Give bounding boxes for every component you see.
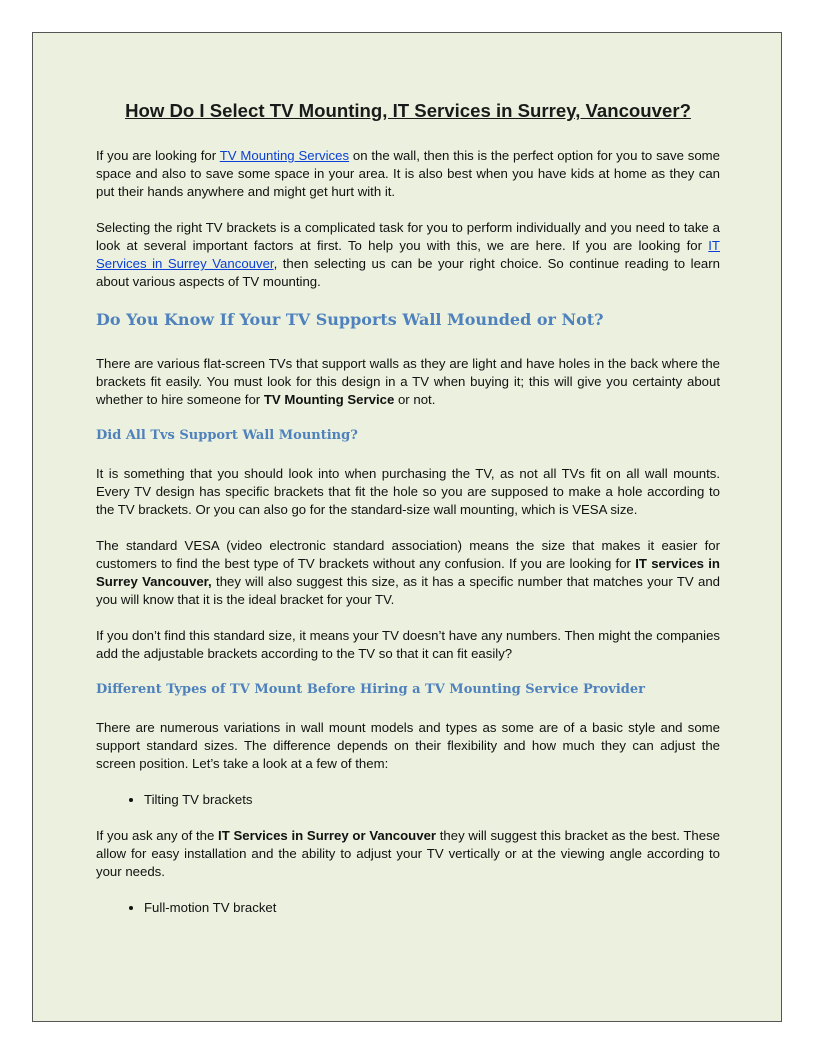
bold-text: IT services in Surrey Vancouver, [96, 556, 720, 589]
bold-text: IT Services in Surrey or Vancouver [218, 828, 437, 843]
it-services-link[interactable]: IT Services in Surrey Vancouver [96, 238, 720, 271]
subheading-all-tvs: Did All Tvs Support Wall Mounting? [96, 428, 358, 443]
bold-text: TV Mounting Service [263, 392, 395, 407]
paragraph-intro [96, 147, 720, 201]
section-heading-wall-mount: Do You Know If Your TV Supports Wall Mounded or Not? [96, 310, 604, 329]
text: Selecting the right TV brackets is a complicated task for you to perform individually and you need to take a look at several important factors at first. To help you with this, we are here. If you are looking for [96, 220, 720, 253]
subheading-mount-types: Different Types of TV Mount Before Hiring a TV Mounting Service Provider [96, 682, 645, 697]
paragraph-standard-size: If you don’t find this standard size, it means your TV doesn’t have any numbers. Then might the companies add the adjustable brackets according to the TV so that it can fit easily? [96, 628, 720, 661]
tv-mounting-services-link[interactable]: TV Mounting Services [219, 148, 350, 163]
text: If you are looking for [96, 148, 220, 163]
paragraph-purchasing: It is something that you should look into when purchasing the TV, as not all TVs fit on all wall mounts. Every TV design has specific brackets that fit the hole so you are supposed to make a hole according to the TV brackets. Or you can also go for the standard-size wall mounting, which is VESA size. [96, 466, 720, 517]
bullet-list-1 [96, 791, 720, 809]
bullet-list-2 [96, 899, 720, 917]
text: There are various flat-screen TVs that support walls as they are light and have holes in the back where the brackets fit easily. You must look for this design in a TV when buying it; this will give you certainty about whether to hire someone for [96, 356, 720, 407]
list-item: • Full-motion TV bracket [144, 899, 720, 917]
text: If you ask any of the [96, 828, 219, 843]
document-content [96, 99, 720, 935]
text: they will suggest this bracket as the best. These allow for easy installation and the ability to adjust your TV vertically or at the viewing angle according to your needs. [96, 828, 721, 879]
text: The standard VESA (video electronic standard association) means the size that makes it easier for customers to find the best type of TV brackets without any confusion. If you are looking for [96, 538, 720, 571]
list-item: • Tilting TV brackets [144, 791, 720, 809]
paragraph-variations: There are numerous variations in wall mount models and types as some are of a basic style and some support standard sizes. The difference depends on their flexibility and how much they can adjust the screen position. Let’s take a look at a few of them: [96, 720, 720, 771]
paragraph-vesa [96, 537, 720, 609]
text: , then selecting us can be your right choice. So continue reading to learn about various aspects of TV mounting. [96, 256, 720, 289]
text: on the wall, then this is the perfect option for you to save some space and also to save some space in your area. It is also best when you have kids at home as they can put their hands anywhere and might get hurt with it. [96, 148, 720, 199]
page-title: How Do I Select TV Mounting, IT Services in Surrey, Vancouver? [125, 100, 691, 121]
document-page [32, 32, 782, 1022]
text: they will also suggest this size, as it has a specific number that matches your TV and you will know that it is the ideal bracket for your TV. [96, 574, 720, 607]
paragraph-tilting [96, 827, 720, 881]
paragraph-flat-screen [96, 355, 720, 409]
paragraph-brackets [96, 219, 720, 291]
text: or not. [394, 392, 436, 407]
